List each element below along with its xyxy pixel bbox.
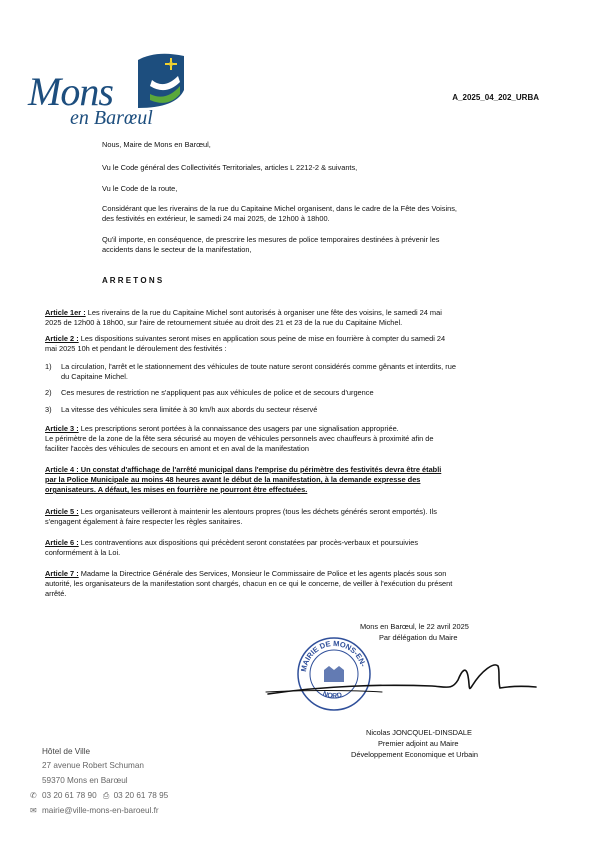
visa-code-route: Vu le Code de la route, [102, 184, 178, 193]
mayor-line: Nous, Maire de Mons en Barœul, [102, 140, 211, 149]
article-3-text-3: faciliter l'accès des véhicules de secours en amont et en aval de la manifestation [45, 444, 309, 453]
delegation-line: Par délégation du Maire [379, 633, 458, 642]
article-5-label: Article 5 : [45, 507, 79, 516]
footer-email[interactable]: mairie@ville-mons-en-baroeul.fr [41, 806, 159, 815]
logo-text-barœul: en Barœul [70, 107, 153, 129]
footer-email-row [30, 805, 159, 816]
handwritten-signature [262, 656, 542, 706]
list-item-continuation: du Capitaine Michel. [61, 372, 128, 381]
article-2-text-2: mai 2025 10h et pendant le déroulement des festivités : [45, 344, 227, 353]
fax-icon: ⎙ [102, 791, 110, 800]
article-1 [45, 308, 539, 318]
stamp-text-top: MAIRIE DE MONS-EN- [299, 638, 368, 673]
signatory-role-2: Développement Economique et Urbain [351, 750, 478, 759]
considerant-line-4: accidents dans le secteur de la manifestation, [102, 245, 252, 254]
arretons-heading: A R R E T O N S [102, 276, 163, 285]
considerant-line-3: Qu'il importe, en conséquence, de prescrire les mesures de police temporaires destinées à prévenir les [102, 235, 440, 244]
article-5 [45, 507, 539, 517]
article-6-text-2: conformément à la Loi. [45, 548, 121, 557]
article-6 [45, 538, 539, 548]
footer-phone[interactable]: 03 20 61 78 90 [41, 791, 97, 800]
footer-title: Hôtel de Ville [42, 747, 91, 756]
considerant-line-2: des festivités en extérieur, le samedi 24 mai 2025, de 12h00 à 18h00. [102, 214, 330, 223]
footer-fax: 03 20 61 78 95 [113, 791, 169, 800]
article-3-text-1: Les prescriptions seront portées à la connaissance des usagers par une signalisation appropriée. [78, 424, 399, 433]
logo-emblem-icon [136, 50, 186, 110]
article-3-label: Article 3 : [45, 424, 79, 433]
visa-cgct: Vu le Code général des Collectivités Territoriales, articles L 2212-2 & suivants, [102, 163, 358, 172]
considerant-line-1: Considérant que les riverains de la rue du Capitaine Michel organisent, dans le cadre de la Fête des Voisins, [102, 204, 457, 213]
place-date: Mons en Barœul, le 22 avril 2025 [360, 622, 469, 631]
list-item: 2) Ces mesures de restriction ne s'appliquent pas aux véhicules de police et de secours d'urgence [45, 388, 374, 397]
article-7-text-3: arrêté. [45, 589, 67, 598]
article-4-text-1: Un constat d'affichage de l'arrêté municipal dans l'emprise du périmètre des festivités devra être établi [78, 465, 442, 474]
article-4-text-2: par la Police Municipale au moins 48 heures avant le début de la manifestation, à la demande expresse des [45, 475, 421, 484]
article-6-label: Article 6 : [45, 538, 79, 547]
article-3 [45, 424, 539, 434]
article-5-text-2: s'engagent également à faire respecter les règles sanitaires. [45, 517, 243, 526]
article-2-text-1: Les dispositions suivantes seront mises en application sous peine de mise en fourrière à compter du samedi 24 [78, 334, 446, 343]
article-4-text-3: organisateurs. A défaut, les mises en fourrière ne pourront être effectuées. [45, 485, 308, 494]
article-2-label: Article 2 : [45, 334, 79, 343]
article-4 [45, 465, 539, 475]
document-reference: A_2025_04_202_URBA [452, 93, 539, 102]
article-1-text-1: Les riverains de la rue du Capitaine Michel sont autorisés à organiser une fête des voisins, le samedi 24 mai [85, 308, 442, 317]
footer-address-2: 59370 Mons en Barœul [42, 776, 128, 785]
article-7-label: Article 7 : [45, 569, 79, 578]
article-1-text-2: 2025 de 12h00 à 18h00, sur l'aire de retournement située au droit des 21 et 23 de la rue du Capitaine Michel. [45, 318, 403, 327]
signatory-role-1: Premier adjoint au Maire [378, 739, 459, 748]
article-7-text-1: Madame la Directrice Générale des Services, Monsieur le Commissaire de Police et les agents placés sous son [78, 569, 447, 578]
list-item: 1) La circulation, l'arrêt et le stationnement des véhicules de toute nature seront considérés comme gênants et interdits, rue [45, 362, 456, 371]
logo-text-mons: Mons [28, 69, 113, 114]
article-6-text-1: Les contraventions aux dispositions qui précèdent seront constatées par procès-verbaux et poursuivies [78, 538, 419, 547]
article-3-text-2: Le périmètre de la zone de la fête sera sécurisé au moyen de véhicules personnels avec chauffeurs à proximité afin de [45, 434, 434, 443]
article-4-label: Article 4 : [45, 465, 79, 474]
article-7-text-2: autorité, les organisateurs de la manifestation sont chargés, chacun en ce qui le concerne, de veiller à l'exécution du présent [45, 579, 453, 588]
article-2 [45, 334, 539, 344]
article-5-text-1: Les organisateurs veilleront à maintenir les alentours propres (tous les déchets générés seront emportés). Ils [78, 507, 437, 516]
signatory-name: Nicolas JONCQUEL-DINSDALE [366, 728, 472, 737]
footer-address-1: 27 avenue Robert Schuman [42, 761, 144, 770]
phone-icon: ✆ [30, 791, 37, 800]
article-7 [45, 569, 539, 579]
mail-icon: ✉ [30, 806, 37, 815]
article-1-label: Article 1er : [45, 308, 86, 317]
footer-phone-row [30, 790, 168, 801]
stamp-text-bottom: NORD [321, 690, 343, 701]
list-item: 3) La vitesse des véhicules sera limitée à 30 km/h aux abords du secteur réservé [45, 405, 318, 414]
